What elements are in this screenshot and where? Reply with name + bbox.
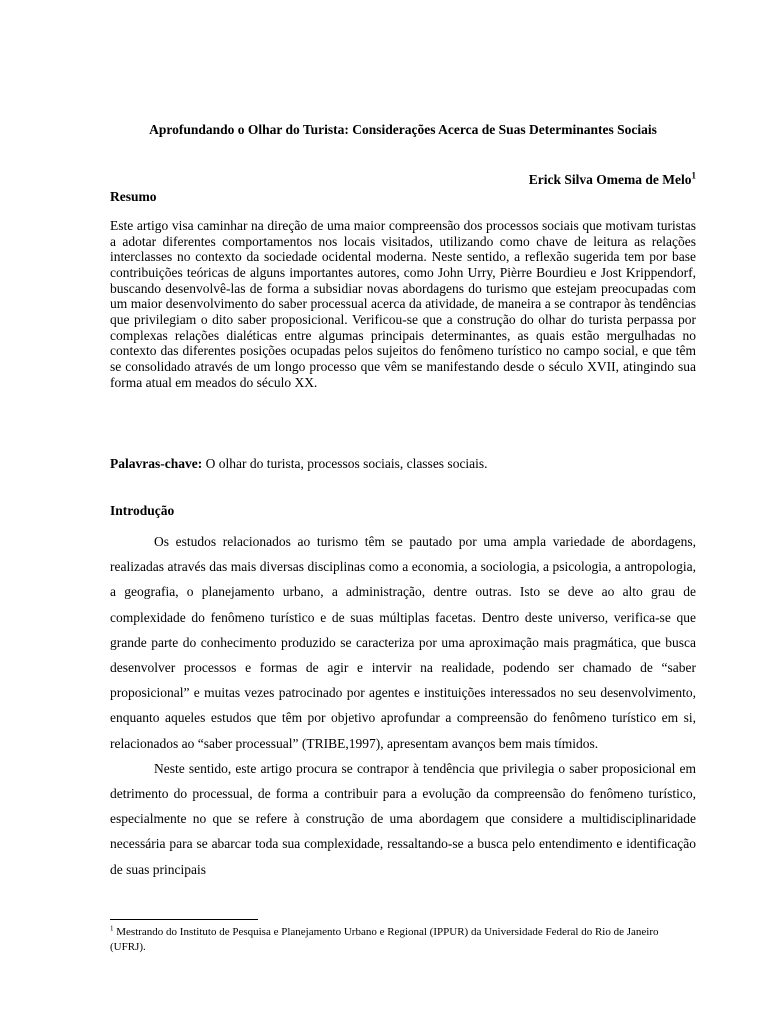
keywords-line bbox=[110, 455, 696, 472]
keywords-text: O olhar do turista, processos sociais, classes sociais. bbox=[205, 456, 488, 471]
footnote bbox=[110, 925, 696, 955]
author-name: Erick Silva Omema de Melo bbox=[528, 172, 692, 187]
body-paragraph: Os estudos relacionados ao turismo têm se pautado por uma ampla variedade de abordagens, realizadas através das mais diversas disciplinas como a economia, a sociologia, a psicologia, a antropologia, a geografia, o planejamento urbano, a administração, dentre outras. Isto se deve ao alto grau de complexidade do fenômeno turístico e de suas múltiplas facetas. Dentro deste universo, verifica-se que grande parte do conhecimento produzido se caracteriza por uma aproximação mais pragmática, que busca desenvolver processos e formas de agir e intervir na realidade, podendo ser chamado de “saber proposicional” e muitas vezes patrocinado por agentes e instituições interessados no seu desenvolvimento, enquanto aqueles estudos que têm por objetivo aprofundar a compreensão do fenômeno turístico em si, relacionados ao “saber processual” (TRIBE,1997), apresentam avanços bem mais tímidos. bbox=[110, 534, 696, 751]
introduction-heading: Introdução bbox=[110, 503, 175, 518]
paper-title: Aprofundando o Olhar do Turista: Considerações Acerca de Suas Determinantes Sociais bbox=[149, 122, 657, 137]
author-footnote-marker: 1 bbox=[691, 170, 696, 181]
body-paragraph: Neste sentido, este artigo procura se contrapor à tendência que privilegia o saber proposicional em detrimento do processual, de forma a contribuir para a evolução da compreensão do fenômeno turístico, especialmente no que se refere à construção de uma abordagem que considere a multidisciplinaridade necessária para se abarcar toda sua complexidade, ressaltando-se a busca pelo entendimento e identificação de suas principais bbox=[110, 760, 696, 877]
abstract-text: Este artigo visa caminhar na direção de uma maior compreensão dos processos sociais que motivam turistas a adotar diferentes comportamentos nos locais visitados, utilizando como chave de leitura as relações interclasses no contexto da sociedade ocidental moderna. Neste sentido, a reflexão sugerida tem por base contribuições teóricas de alguns importantes autores, como John Urry, Pièrre Bourdieu e Jost Krippendorf, buscando desenvolvê-las de forma a subsidiar novas abordagens do turismo que estejam preocupadas com um maior desenvolvimento do saber processual acerca da atividade, de maneira a se contrapor às tendências que privilegiam o dito saber proposicional. Verificou-se que a construção do olhar do turista perpassa por complexas relações dialéticas entre algumas principais determinantes, as quais estão mergulhadas no contexto das diferentes posições ocupadas pelos sujeitos do fenômeno turístico no campo social, e que têm se consolidado através de um longo processo que vêm se manifestando desde o século XVII, atingindo sua forma atual em meados do século XX. bbox=[110, 218, 696, 390]
footnote-marker: 1 bbox=[110, 924, 114, 933]
footnote-text: Mestrando do Instituto de Pesquisa e Planejamento Urbano e Regional (IPPUR) da Universidade Federal do Rio de Janeiro (UFRJ). bbox=[110, 926, 659, 953]
introduction-body bbox=[110, 529, 696, 882]
keywords-label: Palavras-chave: bbox=[110, 456, 203, 471]
abstract-heading: Resumo bbox=[110, 189, 157, 204]
footnote-divider bbox=[110, 919, 258, 920]
